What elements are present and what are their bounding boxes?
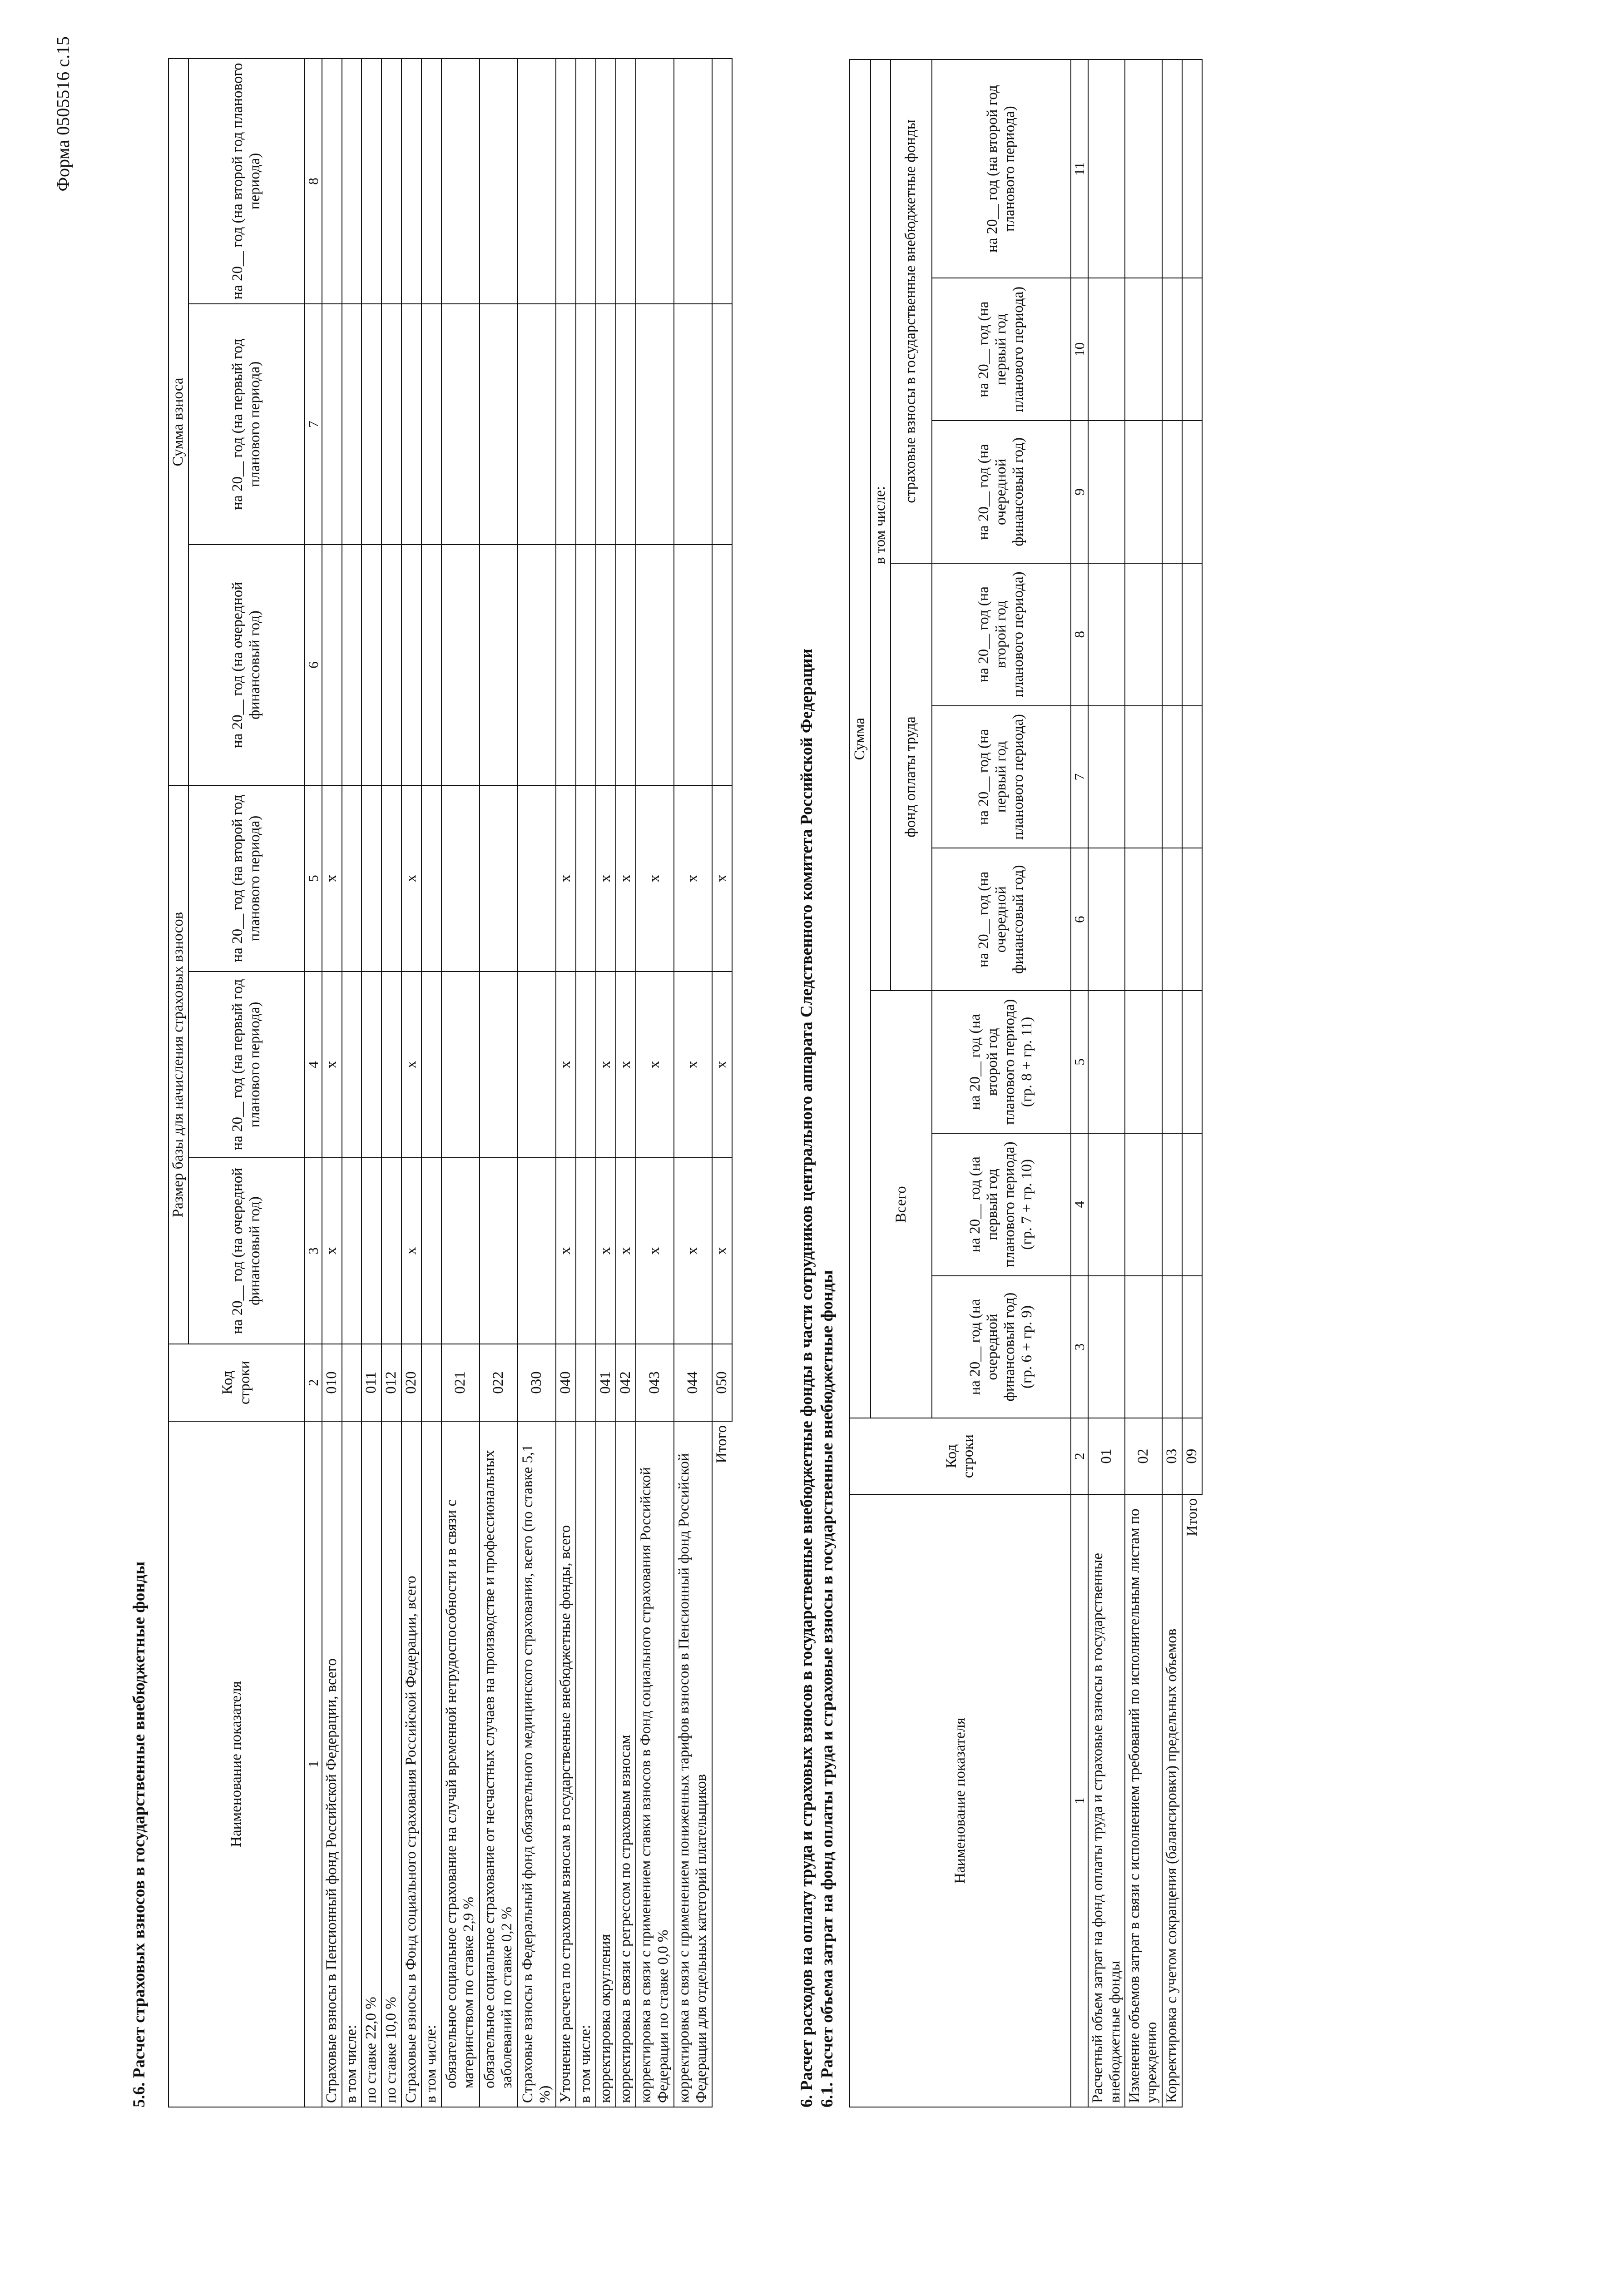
value-cell (616, 59, 636, 304)
row-code: 041 (596, 1344, 616, 1421)
value-cell: х (556, 972, 576, 1158)
value-cell: х (636, 972, 674, 1158)
value-cell: х (596, 785, 616, 972)
value-cell: х (556, 785, 576, 972)
value-cell (421, 59, 441, 304)
value-cell (1162, 1276, 1182, 1418)
value-cell (401, 59, 421, 304)
value-cell (674, 304, 712, 545)
value-cell (1088, 706, 1125, 848)
value-cell: х (596, 972, 616, 1158)
itogo-row (1182, 60, 1202, 2107)
value-cell (636, 304, 674, 545)
column-number: 5 (1071, 991, 1088, 1133)
payroll-table (849, 59, 1203, 2107)
value-cell (712, 545, 732, 785)
row-name: обязательное социальное страхование от несчастных случаев на производстве и профессиональных заболеваний по ставке 0,2 % (480, 1421, 518, 2107)
payroll-col-header-code: Код строки (850, 1418, 1071, 1494)
value-cell (1125, 991, 1162, 1133)
value-cell (441, 972, 480, 1158)
column-number: 1 (1071, 1494, 1088, 2107)
value-cell (556, 545, 576, 785)
value-cell (441, 304, 480, 545)
value-cell (1125, 60, 1162, 278)
payroll-col-header-c10: на 20__ год (на первый год планового периода) (932, 278, 1071, 421)
payroll-col-header-c9: на 20__ год (на очередной финансовый год) (932, 421, 1071, 563)
value-cell: х (712, 785, 732, 972)
value-cell (421, 545, 441, 785)
column-number: 4 (305, 972, 322, 1158)
value-cell (421, 304, 441, 545)
value-cell (596, 59, 616, 304)
value-cell (480, 1158, 518, 1344)
table-row (322, 59, 342, 2107)
value-cell (342, 304, 362, 545)
row-code: 040 (556, 1344, 576, 1421)
section-6-1-title: 6.1. Расчет объема затрат на фонд оплаты труда и страховые взносы в государственные внебюджетные фонды (818, 1270, 837, 2107)
row-name: по ставке 10,0 % (381, 1421, 401, 2107)
value-cell (518, 59, 556, 304)
value-cell (381, 785, 401, 972)
value-cell: х (401, 1158, 421, 1344)
col-header-base-group: Размер базы для начисления страховых взносов (168, 785, 188, 1344)
table-row (381, 59, 401, 2107)
value-cell (556, 59, 576, 304)
value-cell (1162, 563, 1182, 706)
value-cell: х (322, 785, 342, 972)
value-cell (1088, 1276, 1125, 1418)
value-cell (322, 545, 342, 785)
column-number: 8 (305, 59, 322, 304)
value-cell (401, 545, 421, 785)
row-name: Расчетный объем затрат на фонд оплаты труда и страховые взносы в государственные внебюджетные фонды (1088, 1494, 1125, 2107)
value-cell (342, 785, 362, 972)
table-row (636, 59, 674, 2107)
column-number: 3 (305, 1158, 322, 1344)
column-number: 7 (1071, 706, 1088, 848)
row-code (342, 1344, 362, 1421)
row-name: обязательное социальное страхование на случай временной нетрудоспособности и в связи с материнством по ставке 2,9 % (441, 1421, 480, 2107)
value-cell (518, 972, 556, 1158)
payroll-col-header-fot: фонд оплаты труда (891, 563, 932, 991)
payroll-col-header-incl: в том числе: (871, 60, 891, 991)
table-row (1088, 60, 1125, 2107)
value-cell (1162, 848, 1182, 991)
value-cell: х (616, 785, 636, 972)
column-number: 2 (305, 1344, 322, 1421)
value-cell (1088, 563, 1125, 706)
row-code: 03 (1162, 1418, 1182, 1494)
row-name: корректировка в связи с применением ставки взносов в Фонд социального страхования Российской Федерации по ставке 0,0 % (636, 1421, 674, 2107)
row-name: Страховые взносы в Федеральный фонд обязательного медицинского страхования, всего (по ставке 5,1 %) (518, 1421, 556, 2107)
value-cell (1182, 421, 1202, 563)
table-row (401, 59, 421, 2107)
value-cell (480, 972, 518, 1158)
value-cell (1182, 848, 1202, 991)
row-code: 011 (361, 1344, 381, 1421)
row-code: 044 (674, 1344, 712, 1421)
value-cell (480, 545, 518, 785)
value-cell (421, 972, 441, 1158)
value-cell (322, 59, 342, 304)
value-cell: х (636, 1158, 674, 1344)
column-number: 6 (1071, 848, 1088, 991)
value-cell (518, 545, 556, 785)
value-cell (1182, 991, 1202, 1133)
payroll-col-header-c7: на 20__ год (на первый год планового периода) (932, 706, 1071, 848)
value-cell (1125, 848, 1162, 991)
value-cell (636, 59, 674, 304)
value-cell (441, 1158, 480, 1344)
col-header-sum-group: Сумма взноса (168, 59, 188, 785)
value-cell (441, 59, 480, 304)
value-cell (518, 1158, 556, 1344)
contributions-table (168, 58, 733, 2107)
value-cell: х (322, 1158, 342, 1344)
value-cell (1088, 1133, 1125, 1276)
row-code: 020 (401, 1344, 421, 1421)
value-cell (401, 304, 421, 545)
value-cell (1182, 563, 1202, 706)
table-row (518, 59, 556, 2107)
value-cell (361, 59, 381, 304)
value-cell (1125, 278, 1162, 421)
row-code (421, 1344, 441, 1421)
value-cell (361, 1158, 381, 1344)
value-cell (480, 785, 518, 972)
col-header-base-y3: на 20__ год (на второй год планового периода) (188, 785, 305, 972)
value-cell: х (596, 1158, 616, 1344)
value-cell (421, 1158, 441, 1344)
column-number: 8 (1071, 563, 1088, 706)
value-cell (616, 545, 636, 785)
value-cell: х (556, 1158, 576, 1344)
value-cell: х (636, 785, 674, 972)
column-number: 1 (305, 1421, 322, 2107)
value-cell (381, 545, 401, 785)
column-number: 7 (305, 304, 322, 545)
itogo-label: Итого (1183, 1498, 1200, 1537)
col-header-name: Наименование показателя (168, 1421, 305, 2107)
value-cell (1088, 848, 1125, 991)
value-cell (576, 545, 596, 785)
col-header-sum-y1: на 20__ год (на очередной финансовый год) (188, 545, 305, 785)
value-cell (322, 304, 342, 545)
column-number-row (1071, 60, 1088, 2107)
value-cell (1162, 278, 1182, 421)
col-header-code: Код строки (168, 1344, 305, 1421)
value-cell (361, 785, 381, 972)
column-number: 2 (1071, 1418, 1088, 1494)
value-cell: х (322, 972, 342, 1158)
value-cell: х (712, 1158, 732, 1344)
value-cell (674, 59, 712, 304)
column-number-row (305, 59, 322, 2107)
value-cell (576, 59, 596, 304)
value-cell (381, 59, 401, 304)
value-cell (712, 304, 732, 545)
value-cell (518, 304, 556, 545)
row-code: 021 (441, 1344, 480, 1421)
value-cell (518, 785, 556, 972)
row-name: в том числе: (576, 1421, 596, 2107)
row-code: 01 (1088, 1418, 1125, 1494)
value-cell (1125, 421, 1162, 563)
table-row (421, 59, 441, 2107)
table-row (361, 59, 381, 2107)
value-cell (576, 1158, 596, 1344)
row-code: 02 (1125, 1418, 1162, 1494)
value-cell (381, 972, 401, 1158)
column-number: 10 (1071, 278, 1088, 421)
value-cell (674, 545, 712, 785)
row-code (576, 1344, 596, 1421)
col-header-sum-y2: на 20__ год (на первый год планового периода) (188, 304, 305, 545)
value-cell (596, 304, 616, 545)
itogo-code: 09 (1182, 1418, 1202, 1494)
row-name: Страховые взносы в Фонд социального страхования Российской Федерации, всего (401, 1421, 421, 2107)
payroll-col-header-name: Наименование показателя (850, 1494, 1071, 2107)
payroll-col-header-c6: на 20__ год (на очередной финансовый год) (932, 848, 1071, 991)
row-code: 022 (480, 1344, 518, 1421)
value-cell: х (401, 972, 421, 1158)
value-cell (342, 972, 362, 1158)
table-row (596, 59, 616, 2107)
table-row (576, 59, 596, 2107)
row-name: Страховые взносы в Пенсионный фонд Российской Федерации, всего (322, 1421, 342, 2107)
value-cell (441, 545, 480, 785)
value-cell (342, 545, 362, 785)
value-cell (480, 304, 518, 545)
value-cell (1125, 1276, 1162, 1418)
value-cell (576, 785, 596, 972)
row-code: 043 (636, 1344, 674, 1421)
row-name: Корректировка с учетом сокращения (балансировки) предельных объемов (1162, 1494, 1182, 2107)
table-row (616, 59, 636, 2107)
value-cell (1182, 60, 1202, 278)
value-cell (1162, 1133, 1182, 1276)
value-cell (342, 59, 362, 304)
value-cell (1125, 563, 1162, 706)
col-header-sum-y3: на 20__ год (на второй год планового периода) (188, 59, 305, 304)
table-row (480, 59, 518, 2107)
value-cell: х (401, 785, 421, 972)
value-cell (1182, 706, 1202, 848)
payroll-col-header-sum: Сумма (850, 60, 871, 1418)
row-code: 010 (322, 1344, 342, 1421)
value-cell (361, 972, 381, 1158)
value-cell: х (674, 1158, 712, 1344)
value-cell (616, 304, 636, 545)
value-cell: х (674, 785, 712, 972)
value-cell (1182, 1276, 1202, 1418)
row-code: 030 (518, 1344, 556, 1421)
value-cell (381, 304, 401, 545)
value-cell (1088, 278, 1125, 421)
value-cell (421, 785, 441, 972)
value-cell (1162, 60, 1182, 278)
table-row (1125, 60, 1162, 2107)
table-row (556, 59, 576, 2107)
col-header-base-y1: на 20__ год (на очередной финансовый год) (188, 1158, 305, 1344)
payroll-col-header-c4: на 20__ год (на первый год планового периода) (гр. 7 + гр. 10) (932, 1133, 1071, 1276)
value-cell (1182, 1133, 1202, 1276)
row-name: по ставке 22,0 % (361, 1421, 381, 2107)
column-number: 11 (1071, 60, 1088, 278)
row-name: в том числе: (342, 1421, 362, 2107)
value-cell (1162, 991, 1182, 1133)
value-cell (361, 545, 381, 785)
value-cell (480, 59, 518, 304)
col-header-base-y2: на 20__ год (на первый год планового периода) (188, 972, 305, 1158)
value-cell (1125, 1133, 1162, 1276)
payroll-col-header-contrib: страховые взносы в государственные внебюджетные фонды (891, 60, 932, 563)
payroll-col-header-c5: на 20__ год (на второй год планового периода) (гр. 8 + гр. 11) (932, 991, 1071, 1133)
value-cell: х (616, 1158, 636, 1344)
itogo-label: Итого (713, 1425, 730, 1463)
value-cell (556, 304, 576, 545)
form-code: Форма 0505516 с.15 (53, 36, 73, 192)
column-number: 4 (1071, 1133, 1088, 1276)
table-row (674, 59, 712, 2107)
row-name: корректировка округления (596, 1421, 616, 2107)
payroll-col-header-c8: на 20__ год (на второй год планового периода) (932, 563, 1071, 706)
itogo-code: 050 (712, 1344, 732, 1421)
table-row (342, 59, 362, 2107)
value-cell (342, 1158, 362, 1344)
payroll-col-header-c3: на 20__ год (на очередной финансовый год) (гр. 6 + гр. 9) (932, 1276, 1071, 1418)
row-name: Уточнение расчета по страховым взносам в государственные внебюджетные фонды, всего (556, 1421, 576, 2107)
row-name: корректировка в связи с применением пониженных тарифов взносов в Пенсионный фонд Российской Федерации для отдельных категорий плательщиков (674, 1421, 712, 2107)
payroll-col-header-c11: на 20__ год (на второй год планового периода) (932, 60, 1071, 278)
value-cell (576, 304, 596, 545)
column-number: 6 (305, 545, 322, 785)
value-cell (1088, 60, 1125, 278)
value-cell: х (674, 972, 712, 1158)
value-cell (1088, 421, 1125, 563)
value-cell (1162, 421, 1182, 563)
value-cell (636, 545, 674, 785)
value-cell (1162, 706, 1182, 848)
itogo-row (712, 59, 732, 2107)
section-6-title: 6. Расчет расходов на оплату труда и страховых взносов в государственные внебюджетные фонды в части сотрудников центрального аппарата Следственного комитета Российской Федерации (797, 649, 816, 2107)
value-cell (596, 545, 616, 785)
value-cell (576, 972, 596, 1158)
column-number: 9 (1071, 421, 1088, 563)
table-row (441, 59, 480, 2107)
row-name: Изменение объемов затрат в связи с исполнением требований по исполнительным листам по учреждению (1125, 1494, 1162, 2107)
value-cell (361, 304, 381, 545)
value-cell (381, 1158, 401, 1344)
value-cell (712, 59, 732, 304)
row-code: 042 (616, 1344, 636, 1421)
row-name: корректировка в связи с регрессом по страховым взносам (616, 1421, 636, 2107)
row-code: 012 (381, 1344, 401, 1421)
value-cell: х (616, 972, 636, 1158)
value-cell (1182, 278, 1202, 421)
value-cell (1125, 706, 1162, 848)
table-row (1162, 60, 1182, 2107)
column-number: 5 (305, 785, 322, 972)
value-cell: х (712, 972, 732, 1158)
column-number: 3 (1071, 1276, 1088, 1418)
value-cell (1088, 991, 1125, 1133)
section-5-6-title: 5.6. Расчет страховых взносов в государственные внебюджетные фонды (130, 1561, 149, 2107)
value-cell (441, 785, 480, 972)
payroll-col-header-total: Всего (871, 991, 932, 1418)
row-name: в том числе: (421, 1421, 441, 2107)
